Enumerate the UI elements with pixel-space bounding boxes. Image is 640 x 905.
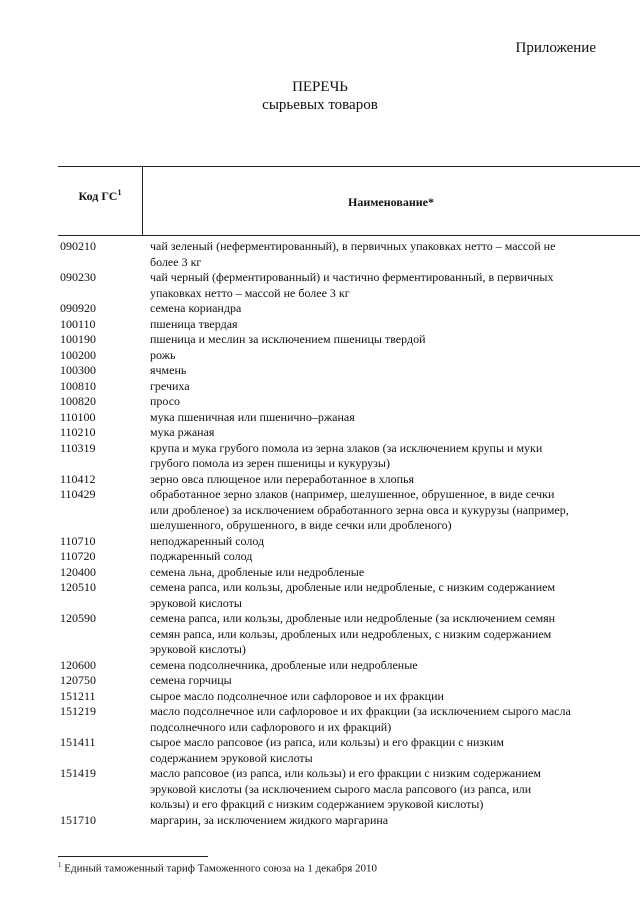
row-name: мука ржаная [150,425,215,439]
table-row [58,673,640,689]
table-header [58,166,640,236]
table-row [58,565,640,581]
row-code: 100810 [60,378,96,393]
table-row [58,580,640,611]
row-code: 110319 [60,440,96,455]
row-name: семена рапса, или кользы, дробленые или недробленые, с низким содержанием эруковой кислоты [150,580,556,610]
footnote-divider [58,856,208,857]
row-code: 120400 [60,564,96,579]
title-line-1: ПЕРЕЧЬ [292,79,348,95]
row-code: 110429 [60,487,96,501]
table-row [58,735,640,766]
row-name: масло подсолнечное или сафлоровое и их фракции (за исключением сырого масла подсолнечного или сафлорового и их фракций) [150,704,571,734]
row-code: 120510 [60,580,96,594]
row-code: 151419 [60,766,96,780]
footnote-text: Единый таможенный тариф Таможенного союза на 1 декабря 2010 [64,862,378,875]
row-code: 151411 [60,735,96,749]
row-code: 100820 [60,394,96,408]
table-row [58,270,640,301]
row-code: 090920 [60,301,96,315]
row-name: семена горчицы [150,673,232,687]
table-row [58,410,640,426]
row-name: семена подсолнечника, дробленые или недробленые [150,657,418,672]
row-code: 120590 [60,611,96,625]
row-code: 110710 [60,533,96,548]
table-row [58,689,640,705]
table-row [58,332,640,348]
row-code: 100200 [60,347,96,362]
table-row [58,813,640,829]
row-name: масло рапсовое (из рапса, или кользы) и его фракции с низким содержанием эруковой кислоты (за исключением сырого масла рапсового (из рапса, или кользы) и его фракций с низким содержанием эруковой кислоты) [150,766,541,811]
row-code: 090210 [60,239,96,253]
appendix-label: Приложение [515,40,596,56]
table-row [58,441,640,472]
document-title [0,78,640,114]
row-name: пшеница твердая [150,316,238,331]
table-body [58,239,640,828]
row-name: семена кориандра [150,301,242,315]
table-row [58,379,640,395]
table-row [58,425,640,441]
footnote-mark-ref: 1 [117,188,122,197]
row-name: ячмень [150,363,187,377]
table-row [58,472,640,488]
title-line-2: сырьевых товаров [262,97,378,113]
table-row [58,348,640,364]
row-code: 100110 [60,316,96,331]
row-name: маргарин, за исключением жидкого маргарина [150,812,389,827]
table-row [58,394,640,410]
row-name: чай черный (ферментированный) и частично ферментированный, в первичных упаковках нетто – массой не более 3 кг [150,270,554,300]
row-name: сырое масло подсолнечное или сафлоровое и их фракции [150,688,444,703]
row-code: 151211 [60,688,96,703]
column-header-name: Наименование* [348,195,434,209]
row-code: 120750 [60,673,96,687]
row-code: 151219 [60,704,96,718]
table-row [58,487,640,534]
column-header-code [58,185,142,204]
row-code: 151710 [60,812,96,827]
column-header-code-label: Код ГС [78,189,118,203]
row-name: пшеница и меслин за исключением пшеницы твердой [150,332,426,346]
row-name: зерно овса плющеное или переработанное в хлопья [150,471,414,486]
footnote [58,861,377,875]
row-name: обработанное зерно злаков (например, шелушенное, обрушенное, в виде сечки или дробленое) за исключением обработанного зерна овса и кукурузы (например, шелушенного, обрушенного, в виде сечки или дробленого) [150,487,569,532]
table-row [58,611,640,658]
row-code: 110100 [60,409,96,424]
row-name: рожь [150,347,176,362]
table-row [58,766,640,813]
table-row [58,363,640,379]
row-name: мука пшеничная или пшенично–ржаная [150,409,355,424]
row-name: семена льна, дробленые или недробленые [150,564,365,579]
table-row [58,317,640,333]
table-row [58,658,640,674]
row-code: 090230 [60,270,96,284]
table-row [58,549,640,565]
row-name: поджаренный солод [150,549,253,563]
row-code: 110720 [60,549,96,563]
footnote-mark: 1 [58,861,62,869]
row-code: 120600 [60,657,96,672]
row-code: 110210 [60,425,96,439]
row-code: 100300 [60,363,96,377]
row-name: крупа и мука грубого помола из зерна злаков (за исключением крупы и муки грубого помола из зерен пшеницы и кукурузы) [150,440,543,470]
row-code: 110412 [60,471,96,486]
goods-table [58,166,640,828]
table-row [58,704,640,735]
row-code: 100190 [60,332,96,346]
row-name: просо [150,394,181,408]
table-row [58,301,640,317]
table-row [58,534,640,550]
row-name: гречиха [150,378,190,393]
row-name: чай зеленый (неферментированный), в первичных упаковках нетто – массой не более 3 кг [150,239,556,269]
row-name: сырое масло рапсовое (из рапса, или кользы) и его фракции с низким содержанием эруковой кислоты [150,735,505,765]
table-row [58,239,640,270]
row-name: семена рапса, или кользы, дробленые или недробленые (за исключением семян семян рапса, или кользы, дробленых или недробленых, с низким содержанием эруковой кислоты) [150,611,556,656]
row-name: неподжаренный солод [150,533,265,548]
